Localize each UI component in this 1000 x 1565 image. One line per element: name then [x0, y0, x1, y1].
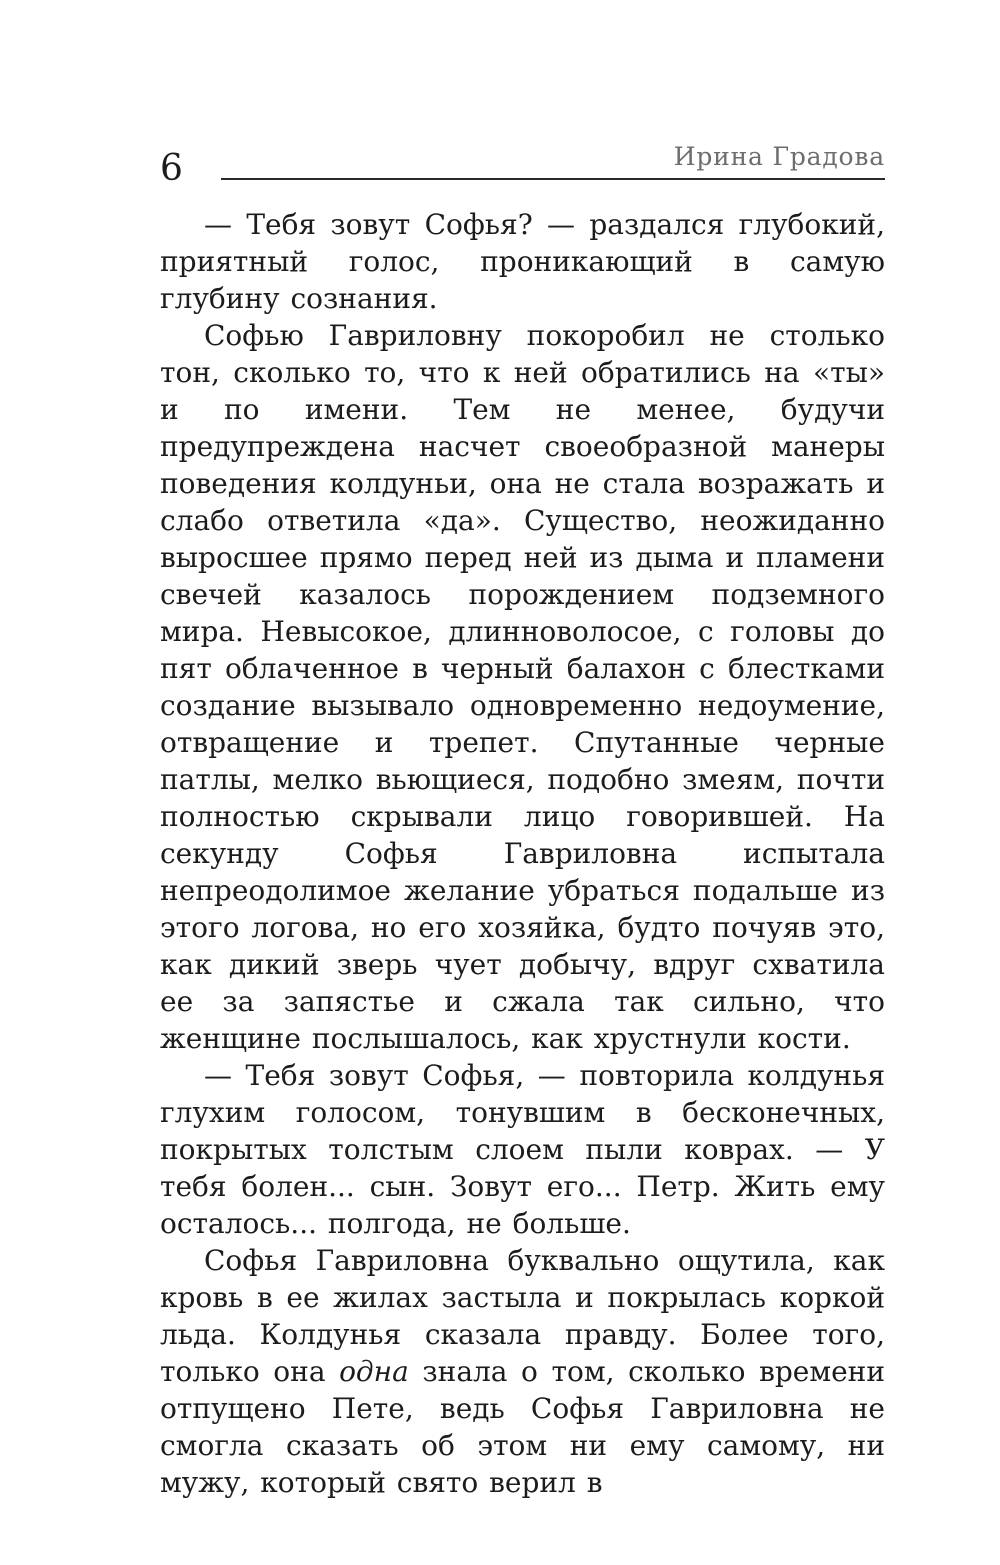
paragraph: [160, 317, 885, 1057]
paragraph: [160, 206, 885, 317]
header-rule: [221, 178, 885, 180]
text-run: знала о том, сколько времени отпущено Пете, ведь Софья Гавриловна не смогла сказать об этом ни ему самому, ни мужу, который свято верил в: [160, 1354, 885, 1499]
author-name: Ирина Градова: [673, 142, 885, 171]
text-run: Софья Гавриловна буквально ощутила, как кровь в ее жилах застыла и покрылась коркой льда. Колдунья сказала правду. Более того, только она: [160, 1243, 885, 1388]
text-run: — Тебя зовут Софья? — раздался глубокий, приятный голос, проникающий в самую глубину сознания.: [160, 207, 885, 315]
page-number: 6: [160, 147, 183, 189]
italic-text-run: одна: [339, 1354, 409, 1388]
header-right: [221, 143, 885, 180]
paragraph: [160, 1242, 885, 1501]
text-run: — Тебя зовут Софья, — повторила колдунья глухим голосом, тонувшим в бесконечных, покрытых толстым слоем пыли коврах. — У тебя болен... сын. Зовут его... Петр. Жить ему осталось... полгода, не больше.: [160, 1058, 885, 1240]
body-text: [160, 206, 885, 1501]
page-header: [160, 142, 885, 189]
paragraph: [160, 1057, 885, 1242]
text-run: Софью Гавриловну покоробил не столько тон, сколько то, что к ней обратились на «ты» и по имени. Тем не менее, будучи предупреждена насчет своеобразной манеры поведения колдуньи, она не стала возражать и слабо ответила «да». Существо, неожиданно выросшее прямо перед ней из дыма и пламени свечей казалось порождением подземного мира. Невысокое, длинноволосое, с головы до пят облаченное в черный балахон с блестками создание вызывало одновременно недоумение, отвращение и трепет. Спутанные черные патлы, мелко вьющиеся, подобно змеям, почти полностью скрывали лицо говорившей. На секунду Софья Гавриловна испытала непреодолимое желание убраться подальше из этого логова, но его хозяйка, будто почуяв это, как дикий зверь чует добычу, вдруг схватила ее за запястье и сжала так сильно, что женщине послышалось, как хрустнули кости.: [160, 318, 885, 1055]
